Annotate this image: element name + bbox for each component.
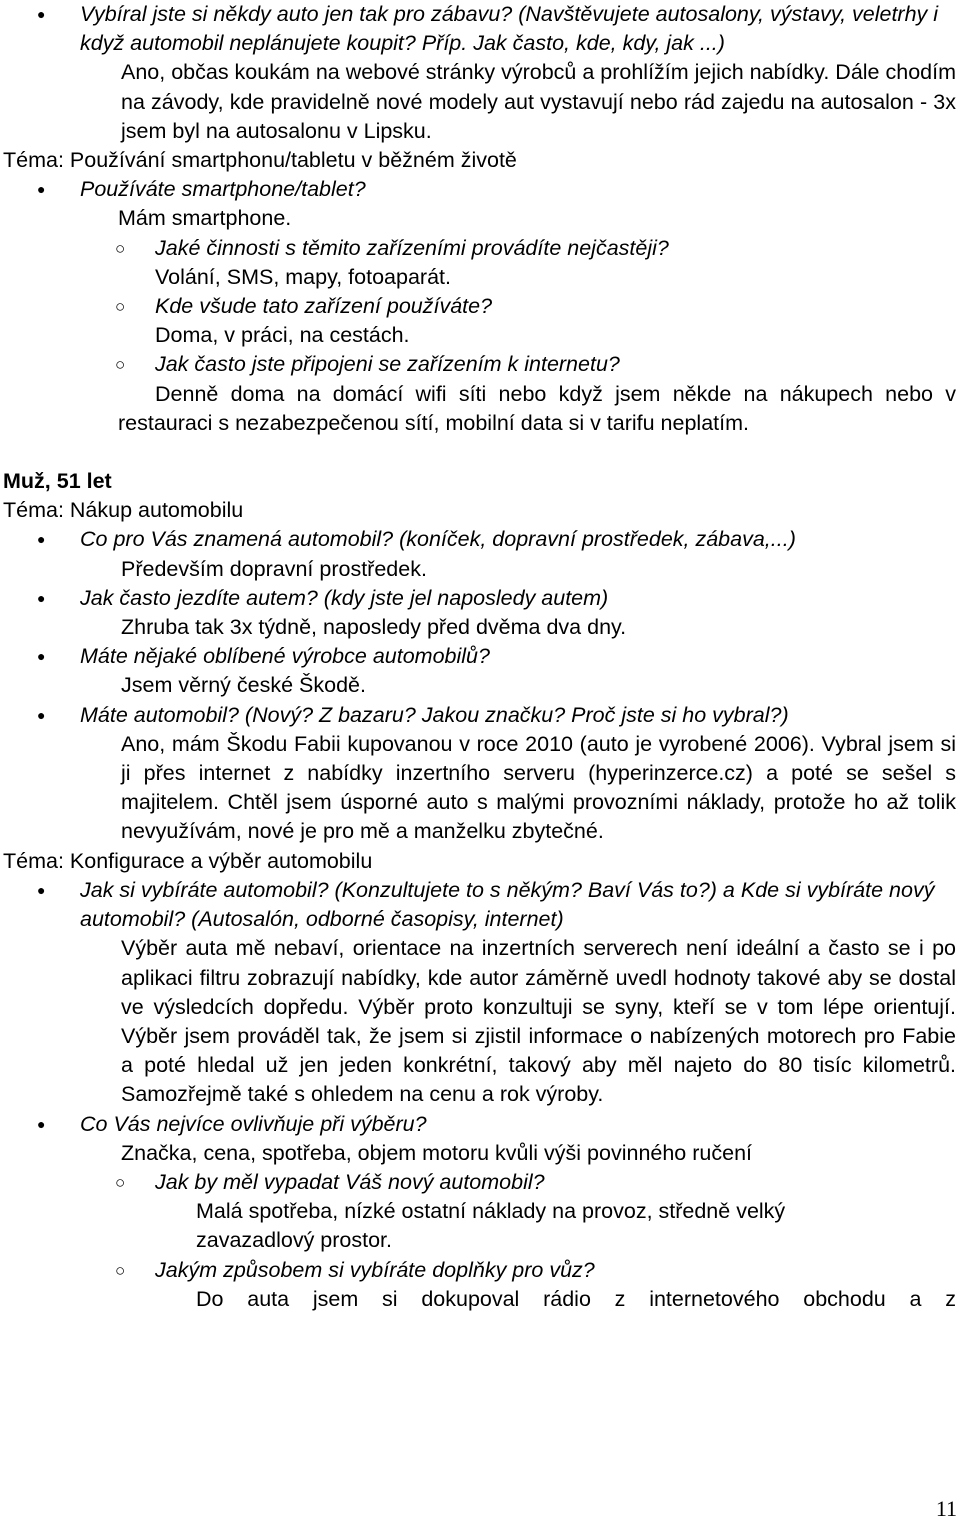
subquestion-bullet: ○ Jak často jste připojeni se zařízením k internetu?: [0, 350, 960, 379]
subquestion-bullet: ○ Jaké činnosti s těmito zařízeními provádíte nejčastěji?: [0, 234, 960, 263]
page-number: 11: [935, 1496, 957, 1521]
respondent-heading: Muž, 51 let: [3, 469, 112, 494]
subquestion-bullet: ○ Jak by měl vypadat Váš nový automobil?: [0, 1168, 960, 1197]
question-bullet: ● Jak si vybíráte automobil? (Konzultujete to s někým? Baví Vás to?) a Kde si vybíráte nový automobil? (Autosalón, odborné časopisy, internet): [0, 876, 960, 934]
answer-text: Doma, v práci, na cestách.: [155, 323, 410, 348]
answer-text: Především dopravní prostředek.: [121, 556, 427, 581]
question-bullet: ● Co pro Vás znamená automobil? (koníček, dopravní prostředek, zábava,...): [0, 525, 960, 554]
topic-heading: Téma: Používání smartphonu/tabletu v běžném životě: [3, 148, 517, 173]
topic-heading: Téma: Konfigurace a výběr automobilu: [3, 848, 373, 873]
question-bullet: ● Vybíral jste si někdy auto jen tak pro zábavu? (Navštěvujete autosalony, výstavy, veletrhy i když automobil neplánujete koupit? Příp. Jak často, kde, kdy, jak ...): [0, 0, 960, 58]
question-bullet: ● Co Vás nejvíce ovlivňuje při výběru?: [0, 1110, 960, 1139]
answer-text: Výběr auta mě nebaví, orientace na inzertních serverech není ideální a často se i po aplikaci filtru zobrazují nabídky, kde autor záměrně uvedl hodnoty takové aby se dostal ve výsledcích dopředu. Výběr proto konzultuji se syny, kteří se v tom lépe orientují. Výběr jsem prováděl tak, že jsem si zjistil informace o nabízených motorech pro Fabie a poté hledal už jen jeden konkrétní, takový aby měl najeto do 80 tisíc kilometrů. Samozřejmě také s ohledem na cenu a rok výroby.: [121, 936, 956, 1107]
answer-text: Ano, mám Škodu Fabii kupovanou v roce 2010 (auto je vyrobené 2006). Vybral jsem si ji přes internet z nabídky inzertního serveru (hyperinzerce.cz) a poté se sešel s majitelem. Chtěl jsem úsporné auto s malými provozními náklady, protože ho až tolik nevyužívám, nové je pro mě a manželku zbytečné.: [121, 731, 956, 844]
answer-text: Ano, občas koukám na webové stránky výrobců a prohlížím jejich nabídky. Dále chodím na závody, kde pravidelně nové modely aut vystavují nebo rád zajedu na autosalon - 3x jsem byl na autosalonu v Lipsku.: [121, 60, 956, 143]
question-bullet: ● Máte nějaké oblíbené výrobce automobilů?: [0, 642, 960, 671]
subquestion-bullet: ○ Kde všude tato zařízení používáte?: [0, 292, 960, 321]
answer-text: Mám smartphone.: [118, 206, 292, 231]
answer-text: Malá spotřeba, nízké ostatní náklady na provoz, středně velký zavazadlový prostor.: [196, 1199, 786, 1253]
subquestion-bullet: ○ Jakým způsobem si vybíráte doplňky pro vůz?: [0, 1256, 960, 1285]
question-bullet: ● Používáte smartphone/tablet?: [0, 175, 960, 204]
answer-text: Zhruba tak 3x týdně, naposledy před dvěma dva dny.: [121, 615, 627, 640]
answer-text: Do auta jsem si dokupoval rádio z internetového obchodu a z: [196, 1286, 956, 1311]
question-bullet: ● Jak často jezdíte autem? (kdy jste jel naposledy autem): [0, 584, 960, 613]
answer-text: Jsem věrný české Škodě.: [121, 673, 366, 698]
topic-heading: Téma: Nákup automobilu: [3, 498, 244, 523]
answer-text: Volání, SMS, mapy, fotoaparát.: [155, 264, 451, 289]
question-bullet: ● Máte automobil? (Nový? Z bazaru? Jakou značku? Proč jste si ho vybral?): [0, 701, 960, 730]
answer-text: Značka, cena, spotřeba, objem motoru kvůli výši povinného ručení: [121, 1140, 752, 1165]
answer-text: Denně doma na domácí wifi síti nebo když jsem někde na nákupech nebo v restauraci s nezabezpečenou sítí, mobilní data si v tarifu neplatím.: [118, 381, 956, 435]
